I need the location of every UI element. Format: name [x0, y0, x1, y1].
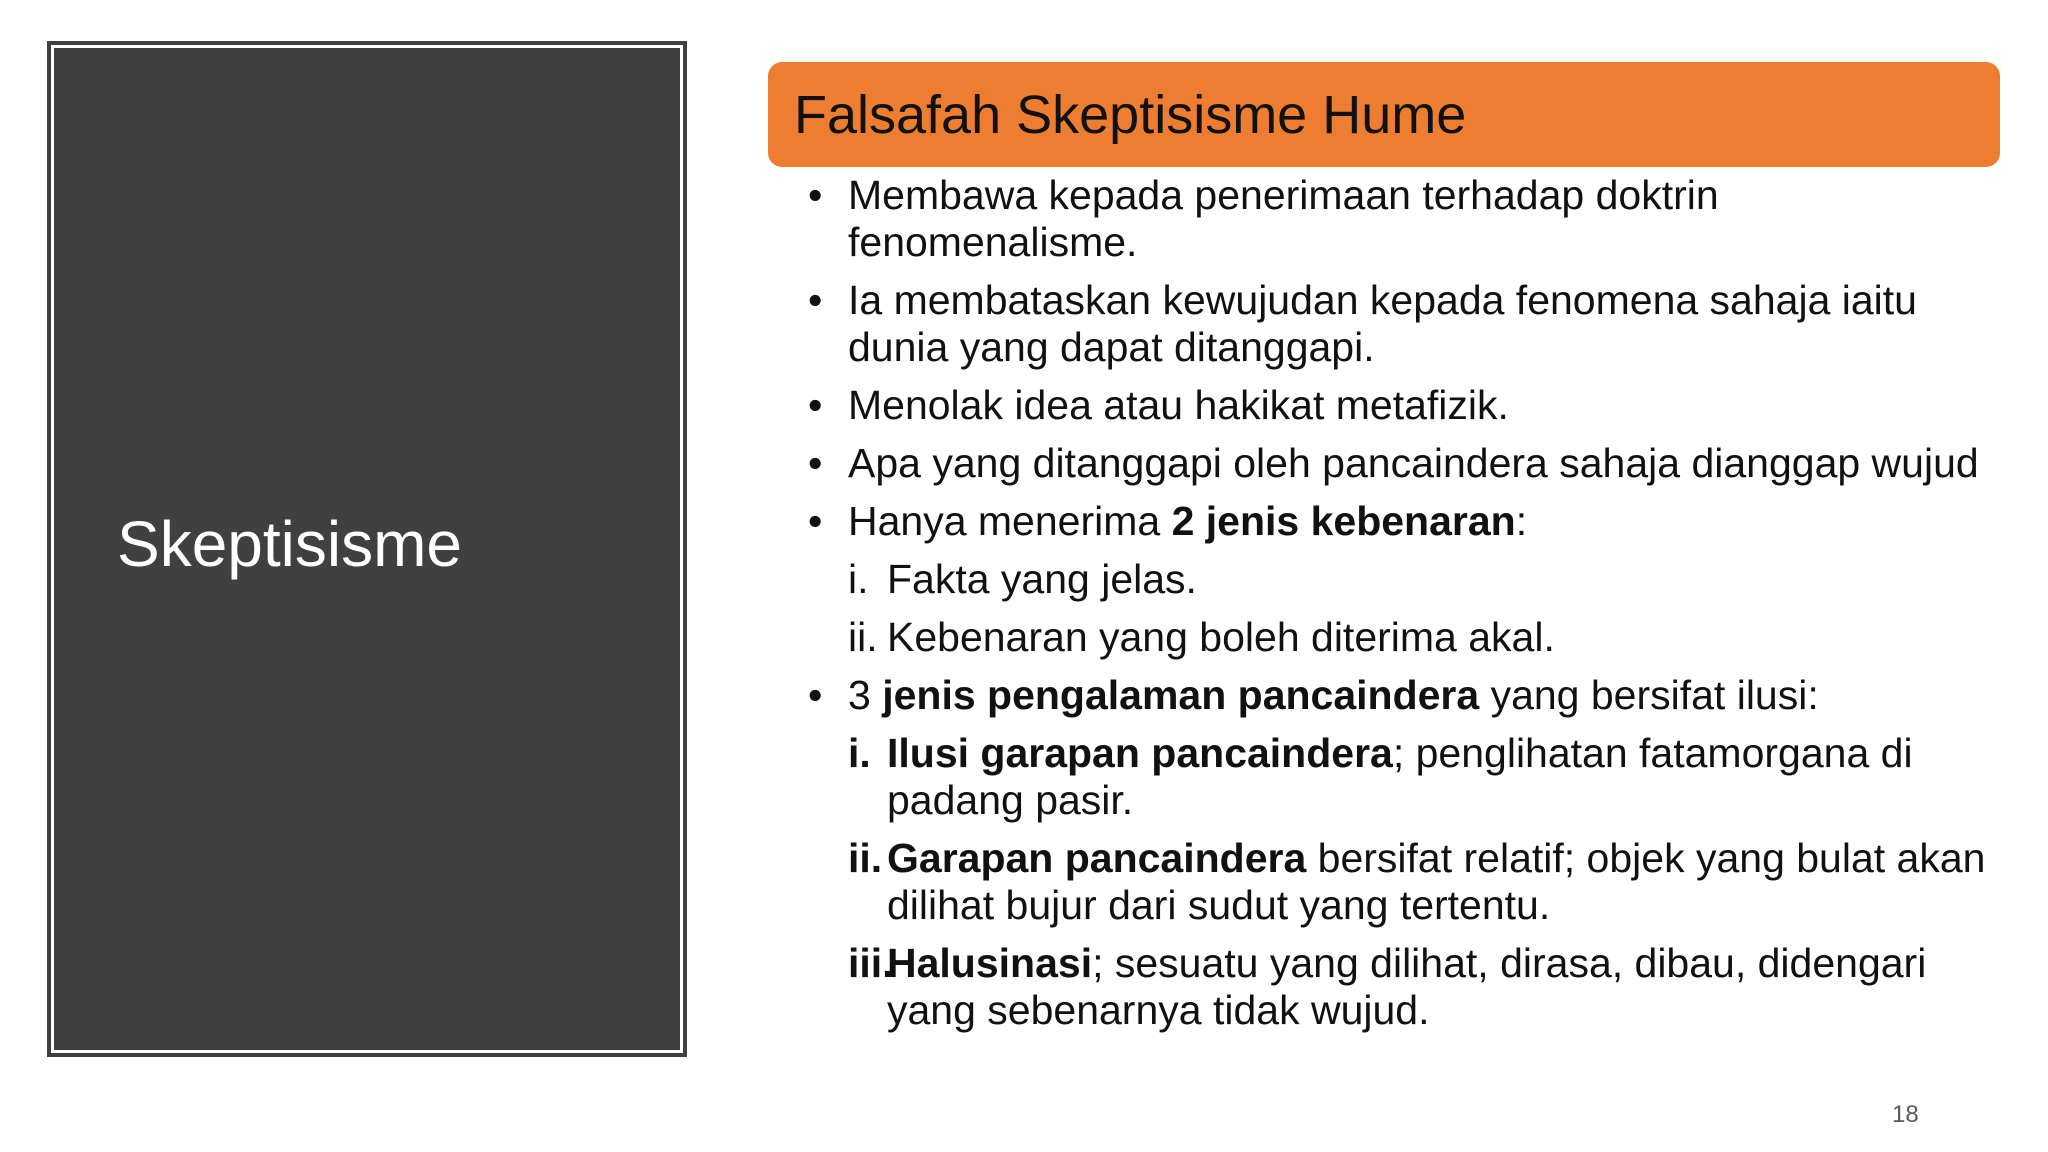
sub-list-emphasis: Garapan pancaindera [887, 835, 1307, 881]
sub-list-text: Fakta yang jelas. [887, 556, 1197, 602]
sub-list-marker: iii. [848, 940, 894, 986]
bullet-text-emphasis: jenis pengalaman pancaindera [882, 672, 1480, 718]
bullet-item [800, 382, 2000, 429]
bullet-marker: • [808, 382, 823, 428]
bullet-text-prefix: Hanya menerima [848, 498, 1172, 544]
sub-list-marker: i. [848, 730, 871, 776]
sub-list-marker: i. [848, 556, 869, 602]
bullet-item [800, 277, 2000, 371]
bullet-text: Menolak idea atau hakikat metafizik. [848, 382, 1509, 428]
bullet-item [800, 498, 2000, 545]
bullet-text-suffix: yang bersifat ilusi: [1479, 672, 1819, 718]
bullet-text-emphasis: 2 jenis kebenaran [1171, 498, 1516, 544]
bullet-marker: • [808, 277, 823, 323]
bullet-marker: • [808, 172, 823, 218]
slide-header [768, 62, 2000, 167]
page-number: 18 [1892, 1101, 1919, 1128]
sub-list-item [800, 940, 2000, 1034]
bullet-marker: • [808, 440, 823, 486]
slide-content [800, 172, 2000, 1045]
sub-list-item [800, 835, 2000, 929]
bullet-marker: • [808, 672, 823, 718]
slide-title: Falsafah Skeptisisme Hume [794, 85, 1467, 145]
bullet-text: Membawa kepada penerimaan terhadap doktrin fenomenalisme. [848, 172, 1719, 265]
sub-list-marker: ii. [848, 835, 883, 881]
sub-list-emphasis: Halusinasi [887, 940, 1093, 986]
sub-list-emphasis: Ilusi garapan pancaindera [887, 730, 1393, 776]
section-title: Skeptisisme [117, 508, 462, 580]
sub-list-text: Kebenaran yang boleh diterima akal. [887, 614, 1555, 660]
sub-list-item [800, 556, 2000, 603]
bullet-item [800, 672, 2000, 719]
sub-list-text: ; sesuatu yang dilihat, dirasa, dibau, didengari yang sebenarnya tidak wujud. [887, 940, 1927, 1033]
sub-list-item [800, 730, 2000, 824]
sub-list-marker: ii. [848, 614, 878, 660]
bullet-text: Ia membataskan kewujudan kepada fenomena sahaja iaitu dunia yang dapat ditanggapi. [848, 277, 1917, 370]
sub-list-text: bersifat relatif; objek yang bulat akan dilihat bujur dari sudut yang tertentu. [887, 835, 1986, 928]
bullet-text: Apa yang ditanggapi oleh pancaindera sahaja dianggap wujud [848, 440, 1979, 486]
bullet-item [800, 440, 2000, 487]
bullet-text-prefix: 3 [848, 672, 883, 718]
bullet-item [800, 172, 2000, 266]
bullet-marker: • [808, 498, 823, 544]
sub-list-item [800, 614, 2000, 661]
sub-list-text: ; penglihatan fatamorgana di padang pasir. [887, 730, 1913, 823]
bullet-text-suffix: : [1515, 498, 1528, 544]
